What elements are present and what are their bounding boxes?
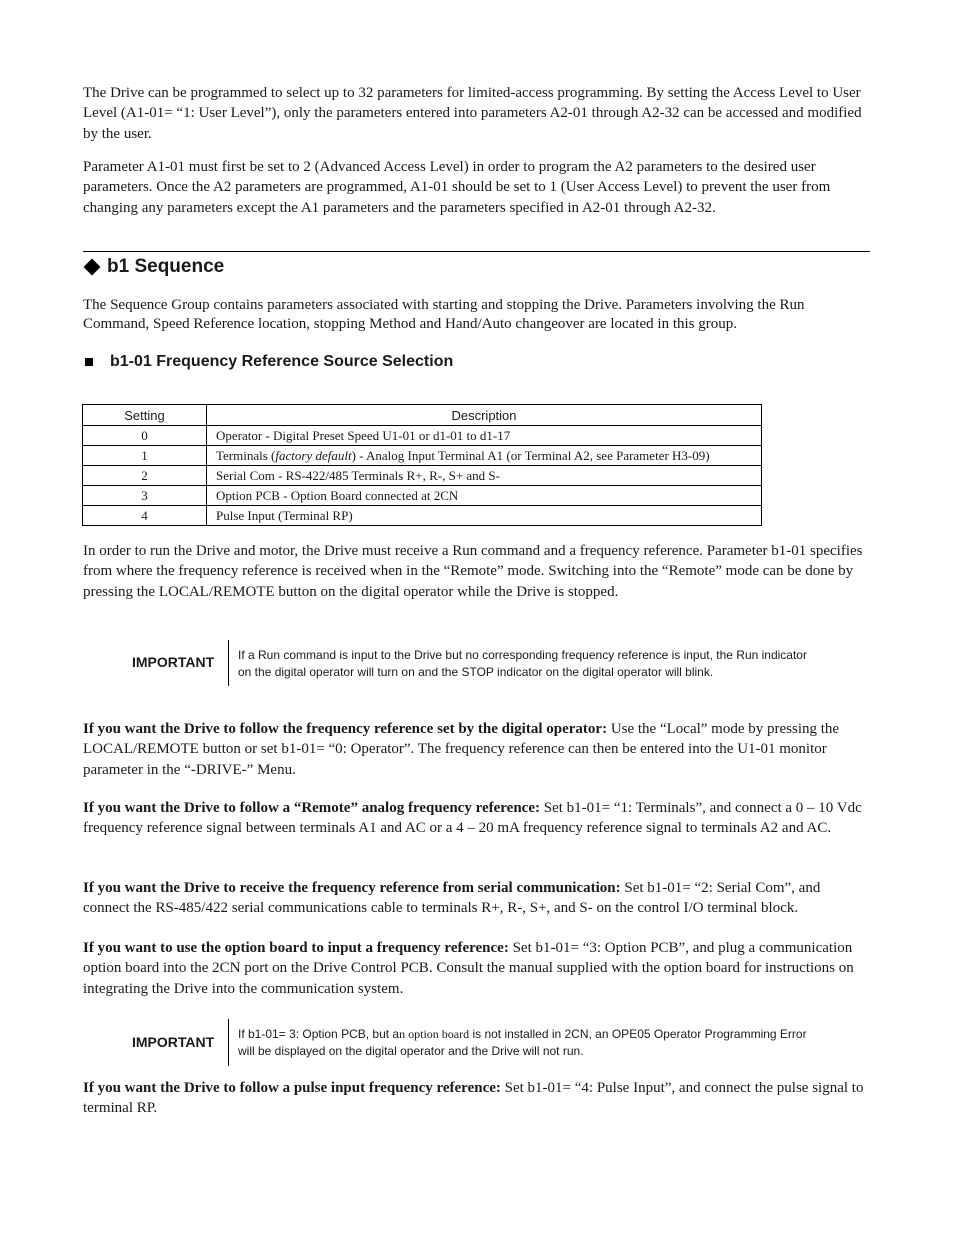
section-intro: The Sequence Group contains parameters associated with starting and stopping the Drive. Parameters involving the Run Command, Speed Reference location, stopping Method and Hand/Auto changeover are located in this group.: [83, 297, 805, 332]
header-setting: Setting: [83, 405, 207, 426]
case-option-text: Set b1-01= “3: Option PCB”, and plug a communication option board into the 2CN port on the Drive Control PCB. Consult the manual supplied with the option board for instructions on integrating the Drive into the communication system.: [83, 940, 854, 997]
case-serial-lead: If you want the Drive to receive the frequency reference from serial communication:: [83, 880, 621, 896]
important-label: IMPORTANT: [132, 1034, 215, 1050]
description-cell: Serial Com - RS-422/485 Terminals R+, R-, S+ and S-: [207, 466, 762, 486]
case-option-lead: If you want to use the option board to input a frequency reference:: [83, 940, 509, 956]
subsection-title: b1-01 Frequency Reference Source Selection: [110, 353, 454, 370]
section-title: b1 Sequence: [107, 256, 225, 277]
subsection-heading: [83, 352, 453, 372]
case-remote-text: Set b1-01= “1: Terminals”, and connect a 0 – 10 Vdc frequency reference signal between terminals A1 and AC or a 4 – 20 mA frequency reference signal to terminals A2 and AC.: [83, 800, 862, 837]
case-pulse-text: Set b1-01= “4: Pulse Input”, and connect the pulse signal to terminal RP.: [83, 1080, 864, 1117]
case-pulse: [83, 1078, 870, 1119]
important-line-2: on the digital operator will turn on and the STOP indicator on the digital operator will blink.: [238, 665, 714, 679]
description-cell: Option PCB - Option Board connected at 2CN: [207, 486, 762, 506]
description-text: ) - Analog Input Terminal A1 (or Terminal A2, see Parameter H3-09): [351, 447, 710, 463]
section-divider: [83, 251, 870, 252]
important-text: [238, 1026, 838, 1060]
important-label: IMPORTANT: [132, 654, 215, 670]
setting-cell: 3: [83, 486, 207, 506]
important-line-1-start: If b1-01= 3: Option PCB, but a: [238, 1027, 400, 1041]
important-line-1: [238, 1027, 807, 1041]
header-description: Description: [207, 405, 762, 426]
table-row: [83, 446, 762, 466]
description-cell: Pulse Input (Terminal RP): [207, 506, 762, 526]
setting-cell: 1: [83, 446, 207, 466]
setting-cell: 2: [83, 466, 207, 486]
case-serial-text: Set b1-01= “2: Serial Com”, and connect the RS-485/422 serial communications cable to terminals R+, R-, S+, and S- on the control I/O terminal block.: [83, 880, 821, 917]
case-remote: [83, 798, 870, 839]
intro-paragraph-2: Parameter A1-01 must first be set to 2 (Advanced Access Level) in order to program the A2 parameters to the desired user parameters. Once the A2 parameters are programmed, A1-01 should be set to 1 (User Access Level) to prevent the user from changing any parameters except the A1 parameters and the parameters specified in A2-01 through A2-32.: [83, 159, 831, 216]
table-row: [83, 506, 762, 526]
note-divider: [228, 1019, 229, 1066]
description-cell: Operator - Digital Preset Speed U1-01 or d1-01 to d1-17: [207, 426, 762, 446]
important-line-1: If a Run command is input to the Drive but no corresponding frequency reference is input, the Run indicator: [238, 648, 807, 662]
setting-cell: 4: [83, 506, 207, 526]
table-header-row: [83, 405, 762, 426]
case-option: [83, 938, 870, 999]
case-operator-text: Use the “Local” mode by pressing the LOCAL/REMOTE button or set b1-01= “0: Operator”. The frequency reference can then be entered into the U1-01 monitor parameter in the “-DRIVE-” Menu.: [83, 721, 840, 778]
description-cell: [207, 446, 762, 466]
square-bullet-icon: [85, 358, 93, 366]
section-heading: [83, 255, 224, 279]
case-operator-lead: If you want the Drive to follow the frequency reference set by the digital operator:: [83, 721, 608, 737]
run-command-paragraph: In order to run the Drive and motor, the Drive must receive a Run command and a frequency reference. Parameter b1-01 specifies from where the frequency reference is received when in the “Remote” mode. Switching into the “Remote” mode can be done by pressing the LOCAL/REMOTE button on the digital operator while the Drive is stopped.: [83, 543, 863, 600]
important-line-1-end: is not installed in 2CN, an OPE05 Operator Programming Error: [469, 1027, 807, 1041]
table-row: [83, 486, 762, 506]
settings-table: [82, 404, 762, 526]
case-remote-lead: If you want the Drive to follow a “Remote” analog frequency reference:: [83, 800, 540, 816]
diamond-bullet-icon: [84, 259, 101, 276]
note-divider: [228, 640, 229, 686]
setting-cell: 0: [83, 426, 207, 446]
factory-default-note: factory default: [275, 447, 352, 463]
intro-paragraph-1: The Drive can be programmed to select up to 32 parameters for limited-access programming. By setting the Access Level to User Level (A1-01= “1: User Level”), only the parameters entered into parameters A2-01 through A2-32 can be accessed and modified by the user.: [83, 85, 862, 142]
case-operator: [83, 719, 870, 780]
table-row: [83, 426, 762, 446]
important-text: [238, 647, 838, 681]
table-row: [83, 466, 762, 486]
important-line-2: will be displayed on the digital operator and the Drive will not run.: [238, 1044, 584, 1058]
option-board-term: n option board: [399, 1027, 470, 1041]
case-pulse-lead: If you want the Drive to follow a pulse input frequency reference:: [83, 1080, 501, 1096]
description-text: Terminals (: [216, 447, 276, 463]
case-serial: [83, 878, 870, 919]
